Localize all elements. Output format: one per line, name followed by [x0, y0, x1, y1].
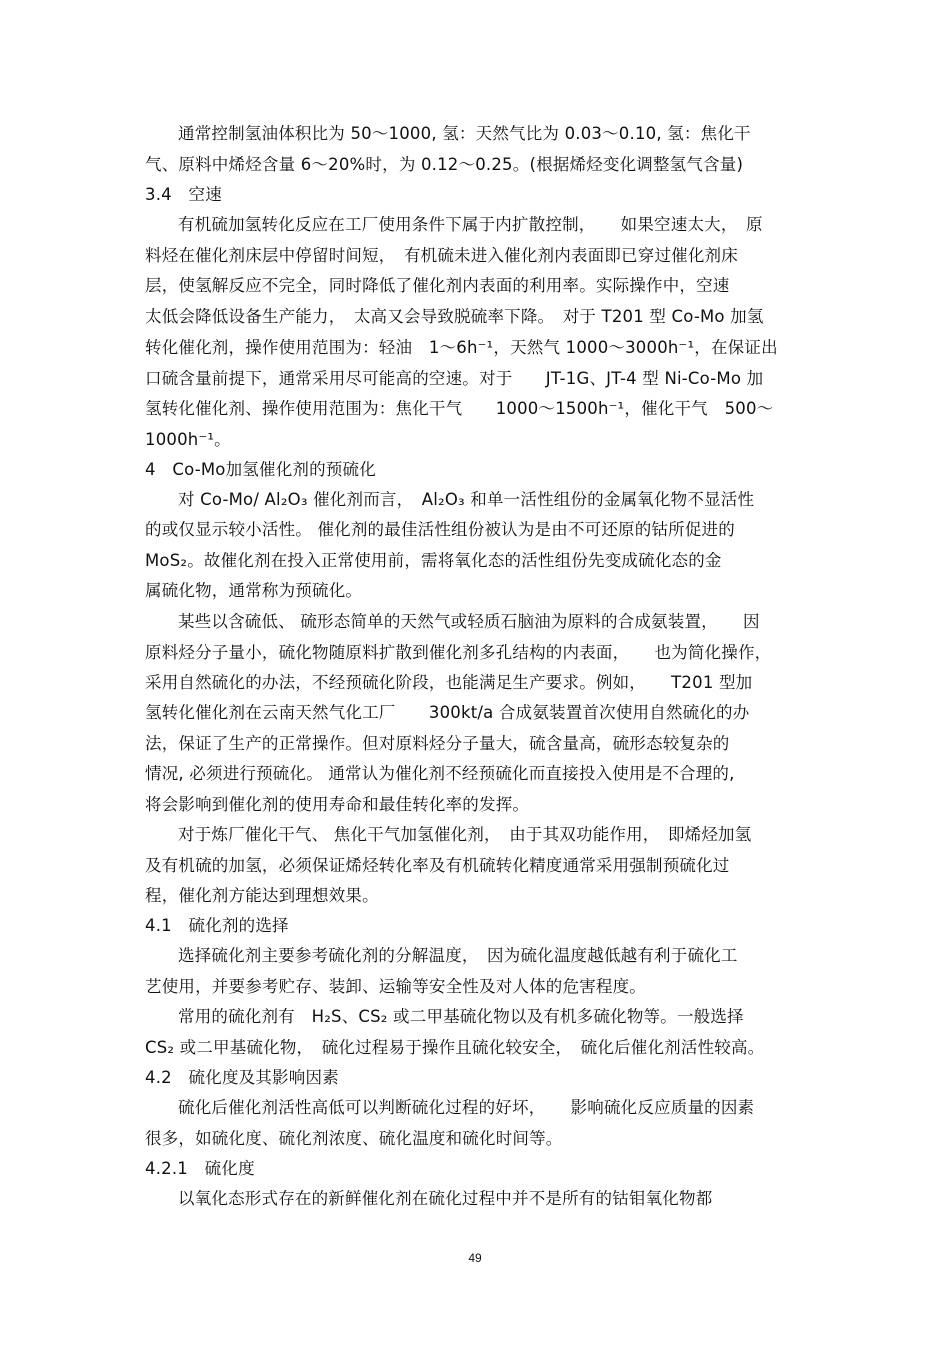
text-line: 程，催化剂方能达到理想效果。 — [145, 886, 379, 905]
text-line: 料烃在催化剂床层中停留时间短， 有机硫未进入催化剂内表面即已穿过催化剂床 — [145, 246, 738, 265]
text-line: 口硫含量前提下，通常采用尽可能高的空速。对于 JT-1G、JT-4 型 Ni-Co-Mo 加 — [145, 369, 764, 388]
text-line: 法，保证了生产的正常操作。但对原料烃分子量大，硫含量高，硫形态较复杂的 — [145, 734, 730, 753]
text-line: 常用的硫化剂有 H₂S、CS₂ 或二甲基硫化物以及有机多硫化物等。一般选择 — [178, 1007, 744, 1026]
text-line: 情况, 必须进行预硫化。 通常认为催化剂不经预硫化而直接投入使用是不合理的, — [145, 764, 735, 783]
text-line: 氢转化催化剂、操作使用范围为：焦化干气 1000～1500h⁻¹，催化干气 500～ — [145, 399, 774, 418]
text-line: 属硫化物，通常称为预硫化。 — [145, 581, 363, 600]
text-line: 很多，如硫化度、硫化剂浓度、硫化温度和硫化时间等。 — [145, 1129, 563, 1148]
section-heading: 4.1 硫化剂的选择 — [145, 916, 289, 935]
text-line: 层，使氢解反应不完全，同时降低了催化剂内表面的利用率。实际操作中，空速 — [145, 276, 730, 295]
text-line: 对于炼厂催化干气、 焦化干气加氢催化剂， 由于其双功能作用， 即烯烃加氢 — [178, 825, 752, 844]
text-line: CS₂ 或二甲基硫化物， 硫化过程易于操作且硫化较安全， 硫化后催化剂活性较高。 — [145, 1038, 765, 1057]
page-number: 49 — [468, 1251, 482, 1265]
text-line: 1000h⁻¹。 — [145, 430, 231, 449]
text-line: 采用自然硫化的办法，不经预硫化阶段，也能满足生产要求。例如， T201 型加 — [145, 673, 753, 692]
text-line: 及有机硫的加氢，必须保证烯烃转化率及有机硫转化精度通常采用强制预硫化过 — [145, 856, 730, 875]
text-line: 有机硫加氢转化反应在工厂使用条件下属于内扩散控制， 如果空速太大， 原 — [178, 215, 763, 234]
text-line: 气、原料中烯烃含量 6～20%时，为 0.12～0.25。(根据烯烃变化调整氢气含量) — [145, 155, 744, 174]
text-line: 艺使用，并要参考贮存、装卸、运输等安全性及对人体的危害程度。 — [145, 977, 646, 996]
section-heading: 4 Co-Mo加氢催化剂的预硫化 — [145, 460, 376, 479]
text-line: 对 Co-Mo/ Al₂O₃ 催化剂而言， Al₂O₃ 和单一活性组份的金属氧化物不显活性 — [178, 490, 755, 509]
text-line: 某些以含硫低、 硫形态简单的天然气或轻质石脑油为原料的合成氨装置， 因 — [178, 612, 760, 631]
text-line: 将会影响到催化剂的使用寿命和最佳转化率的发挥。 — [145, 795, 530, 814]
text-line: MoS₂。故催化剂在投入正常使用前，需将氧化态的活性组份先变成硫化态的金 — [145, 551, 722, 570]
text-line: 通常控制氢油体积比为 50～1000, 氢：天然气比为 0.03～0.10, 氢：焦化干 — [178, 124, 751, 143]
text-line: 太低会降低设备生产能力， 太高又会导致脱硫率下降。 对于 T201 型 Co-Mo 加氢 — [145, 307, 764, 326]
text-line: 的或仅显示较小活性。 催化剂的最佳活性组份被认为是由不可还原的钴所促进的 — [145, 520, 735, 539]
text-line: 硫化后催化剂活性高低可以判断硫化过程的好坏， 影响硫化反应质量的因素 — [178, 1098, 755, 1117]
section-heading: 3.4 空速 — [145, 185, 222, 204]
text-line: 以氧化态形式存在的新鲜催化剂在硫化过程中并不是所有的钴钼氧化物都 — [178, 1189, 713, 1208]
section-heading: 4.2.1 硫化度 — [145, 1159, 255, 1178]
text-line: 选择硫化剂主要参考硫化剂的分解温度， 因为硫化温度越低越有利于硫化工 — [178, 946, 738, 965]
section-heading: 4.2 硫化度及其影响因素 — [145, 1068, 339, 1087]
text-line: 原料烃分子量小，硫化物随原料扩散到催化剂多孔结构的内表面， 也为简化操作， — [145, 643, 772, 662]
text-line: 转化催化剂，操作使用范围为：轻油 1～6h⁻¹，天然气 1000～3000h⁻¹，在保证出 — [145, 338, 778, 357]
text-line: 氢转化催化剂在云南天然气化工厂 300kt/a 合成氨装置首次使用自然硫化的办 — [145, 703, 750, 722]
